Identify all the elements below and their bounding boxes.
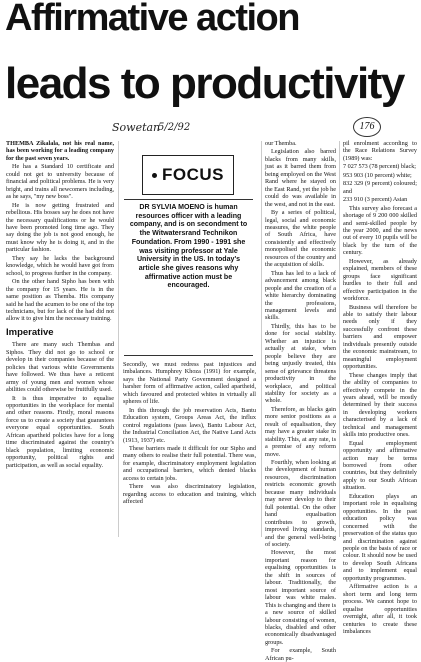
body-paragraph: Education plays an important role in equalising opportunities. In the past education policy was concerned with the preservation of the status quo and discrimination against people on the basis of race or colour. It should now be used to develop South Africans and to implement equal opportunity programmes. xyxy=(343,492,417,582)
bullet-icon xyxy=(152,173,157,178)
body-paragraph: He is now getting frustrated and rebellious. His bosses say he does not have the necessary qualifications or he would have been promoted long time ago. They say doing the job is not good enough, he must know why he is doing it, and in the particular fashion. xyxy=(6,201,114,254)
body-paragraph: Fourthly, when looking at the development of human resources, discrimination restricts economic growth because many individuals may never develop to their full potential. On the other hand equalisation contributes to growth, improved living standards, and the general well-being of society. xyxy=(265,459,336,549)
column-rule xyxy=(118,141,119,537)
section-heading: Imperative xyxy=(6,326,54,338)
handwritten-date: 5/2/92 xyxy=(158,122,191,133)
body-paragraph: These barriers made it difficult for our Sipho and many others to realise their full potential. There was, for example, discriminatory employment legislation and occupational barriers, which denied blacks access to certain jobs. xyxy=(123,444,256,482)
stat-line: 233 910 (3 percent) Asian xyxy=(343,196,408,204)
article-column-3 xyxy=(265,140,336,662)
body-paragraph: Thus has led to a lack of advancement among black people and the creation of a white hierarchy dominating the professions, management levels and skills. xyxy=(265,269,336,322)
body-paragraph: Business will therefore be able to satisfy their labour needs only if they successfully confront these barriers and empower individuals presently outside the economic mainstream, to meaningful employment opportunities. xyxy=(343,303,417,371)
body-paragraph: It is thus imperative to equalise opportunities in the workplace for mental and other reasons. Firstly, moral reasons force us to create a society that guarantees everyone equal opportunities. South African apartheid policies have for a long time discriminated against the country's black population, limiting economic opportunity, political rights and participation, as well as social equality. xyxy=(6,394,114,469)
body-paragraph: our Themba. xyxy=(265,140,297,147)
body-paragraph: These changes imply that the ability of companies to effectively compete in the years ahead, will be mostly determined by their success in developing workers characterised by a lack of technical and management skills into productive ones. xyxy=(343,371,417,439)
body-paragraph: This survey also forecast a shortage of 9 200 000 skilled and semi-skilled people by the year 2000, and the news out of every 10 pupils will be black by the turn of the century. xyxy=(343,204,417,257)
body-paragraph: There was also discriminatory legislation, regarding access to education and training, which affected xyxy=(123,483,256,506)
body-paragraph: However, the most important reason for equalising opportunities is the shift in sources of labour. Traditionally, the most important source of labour was white males. This is changing and there is a new source of skilled labour consisting of women, blacks, disabled and other economically disadvantaged groups. xyxy=(265,549,336,646)
body-paragraph: There are many such Thembas and Siphos. They did not go to school or develop in their companies because of the policies that various white Governments have followed. We thus have a reticent army of young men and women whose abilities could otherwise be fruitfully used. xyxy=(6,341,114,394)
body-paragraph: He has a Standard 10 certificate and could not get to university because of financial and political problems. He is very bright, and trains all newcomers including, as he says, "my new boss". xyxy=(6,163,114,201)
author-pull-quote: DR SYLVIA MOENO is human resources officer with a leading company, and is on secondment to the Witwatersrand Technikon Foundation. From 1990 - 1991 she was visiting professor at Yale University in the US. In today's article she gives reasons why affirmative action must be encouraged. xyxy=(124,199,253,356)
headline-line-1: Affirmative action xyxy=(5,0,299,39)
handwritten-source: Sowetan xyxy=(112,121,161,134)
column-rule xyxy=(339,141,340,537)
body-paragraph: They say he lacks the background knowledge, which he would have got from school, to progress further in the company. xyxy=(6,254,114,277)
stat-line: 7 027 573 (78 percent) black; xyxy=(343,163,417,171)
handwritten-page-number: 176 xyxy=(353,117,381,137)
body-paragraph: However, as already explained, members of these groups face significant hurdles to their full and effective participation in the workforce. xyxy=(343,257,417,303)
focus-label: FOCUS xyxy=(162,165,224,184)
article-column-2 xyxy=(123,361,256,539)
body-paragraph: On the other hand Sipho has been with the company for 15 years. He is in the same position as Themba. His company said he had the acumen to be one of the top technicians, but for lack of the had did not allow it to give him the necessary training. xyxy=(6,278,114,323)
stat-line: 832 329 (9 percent) coloured; and xyxy=(343,180,417,195)
article-column-4 xyxy=(343,140,417,635)
body-paragraph: Legislation also barred blacks from many skills, just as it barred them from being employed on the West Rand where he stayed on the East Rand, yet the job he could do was available in the west, and not in the east. xyxy=(265,148,336,208)
body-paragraph: Secondly, we must redress past injustices and imbalances. Humphrey Khoza (1991) for example, says the National Party Government designed a harsher form of affirmative action, called apartheid, which favoured and protected whites in virtually all spheres of life. xyxy=(123,361,256,406)
headline-line-2: leads to productivity xyxy=(5,59,404,108)
body-paragraph: By a series of political, legal, social and economic measures, the white people of South Africa, have consistently and effectively monopolised the economic resources of the country and the acquisition of skills. xyxy=(265,209,336,269)
body-paragraph: Thirdly, this has to be done for social stability. Whether an injustice is actually at stake, when people believe they are being unjustly treated, this sense of grievance threatens productivity in the workplace, and political stability for society as a whole. xyxy=(265,322,336,405)
body-paragraph: Affirmative action is a short term and long term process. We cannot hope to equalise opportunities overnight, after all, it took centuries to create these imbalances xyxy=(343,583,417,635)
body-paragraph: Therefore, as blacks gain more senior positions as a result of equalisation, they may have a greater stake in stability. This, at any rate, is a premise of any reform move. xyxy=(265,405,336,458)
lead-paragraph: THEMBA Zikalala, not his real name, has been working for a leading company for the past seven years. xyxy=(6,140,114,162)
article-column-1 xyxy=(6,140,114,540)
body-paragraph: Equal employment opportunity and affirmative action may be terms borrowed from other countries, but they definitely apply to our South African situation. xyxy=(343,439,417,492)
focus-label-box xyxy=(142,155,234,195)
stat-line: 953 903 (10 percent) white; xyxy=(343,171,412,179)
body-paragraph: For example, South African pu- xyxy=(265,647,336,662)
body-paragraph: pil enrolment according to the Race Relations Survey (1989) was: xyxy=(343,140,417,162)
body-paragraph: In this through the job reservation Acts, Bantu Education system, Groups Areas Act, the influx control regulations (pass laws), Bantu Labour Act, the Industrial Conciliation Act, the Native Land Acts (1913, 1937) etc. xyxy=(123,406,256,444)
column-rule xyxy=(261,141,262,537)
